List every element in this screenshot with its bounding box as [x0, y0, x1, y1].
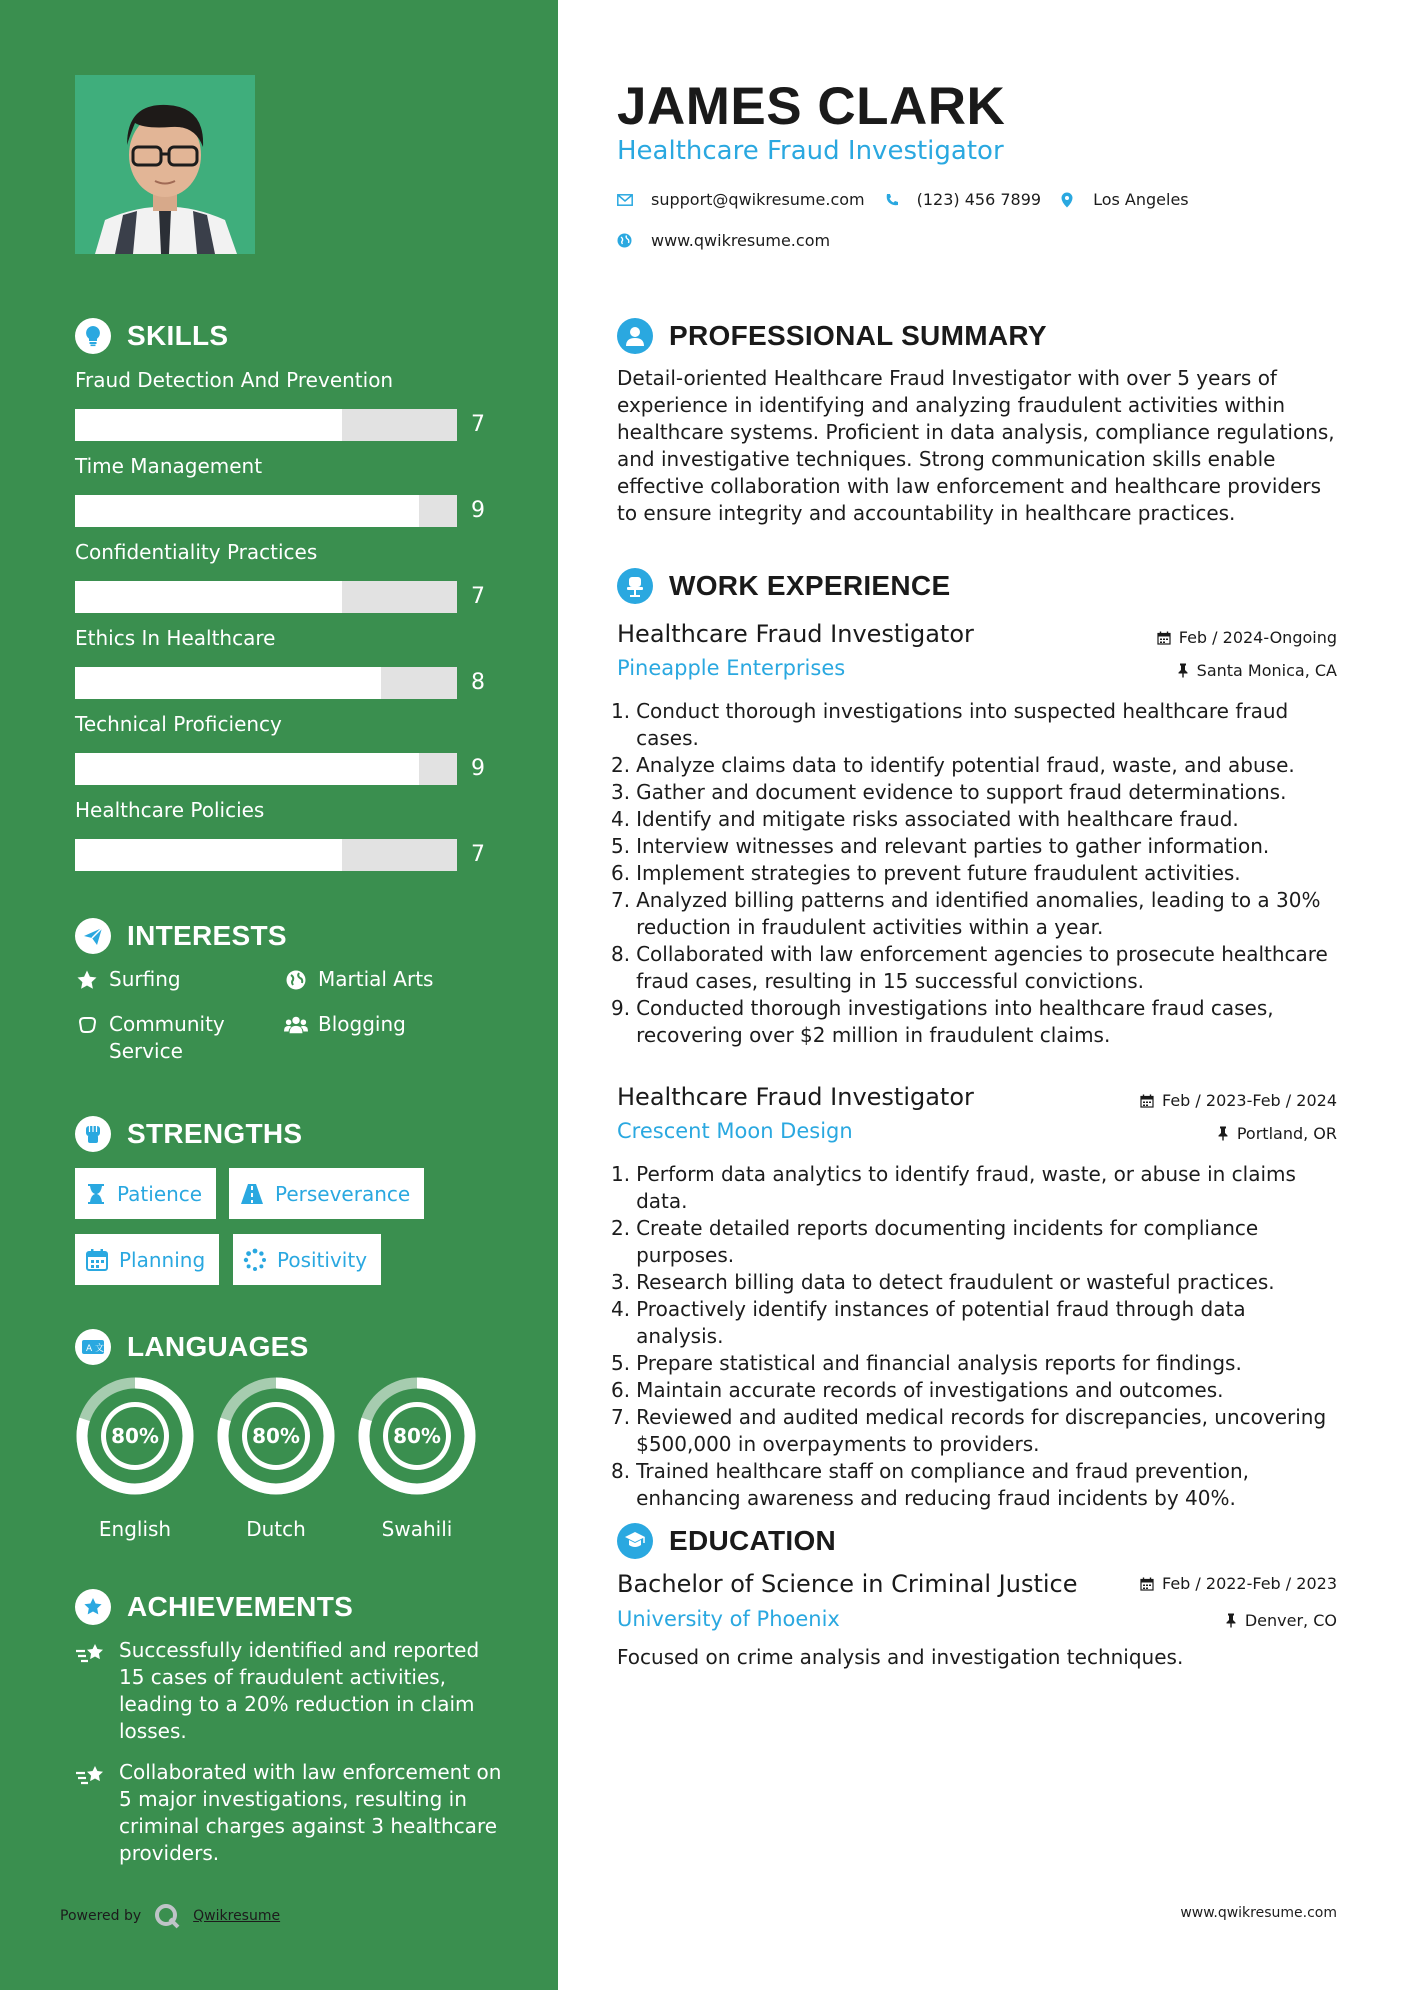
skill-bar-fill [75, 839, 342, 871]
education-date: Feb / 2022-Feb / 2023 [1140, 1574, 1337, 1593]
job-company: Pineapple Enterprises [617, 656, 846, 680]
duty-item: 3. Research billing data to detect fraudulent or wasteful practices. [611, 1270, 1275, 1294]
duty-item: 5. Interview witnesses and relevant parties to gather information. [611, 834, 1270, 858]
lightbulb-icon [75, 318, 111, 354]
calendar-icon [1140, 1094, 1154, 1108]
skill-name: Time Management [75, 454, 263, 478]
job-location: Portland, OR [1217, 1124, 1337, 1143]
shooting-star-icon [75, 1759, 109, 1867]
skill-bar [75, 409, 457, 441]
job-title: Healthcare Fraud Investigator [617, 1083, 974, 1111]
candidate-role: Healthcare Fraud Investigator [617, 136, 1004, 166]
language-item [356, 1375, 478, 1541]
duty-item: 3. Gather and document evidence to support fraud determinations. [611, 780, 1287, 804]
language-name: Swahili [381, 1517, 453, 1541]
contact-row [617, 190, 1209, 209]
contact-location: Los Angeles [1061, 190, 1189, 209]
pushpin-icon [1225, 1613, 1237, 1628]
interests-heading: INTERESTS [75, 918, 287, 954]
duty-item: 4. Identify and mitigate risks associated with healthcare fraud. [611, 807, 1239, 831]
skill-item [75, 539, 495, 609]
experience-heading: WORK EXPERIENCE [617, 568, 950, 604]
duty-item: 9. Conducted thorough investigations into healthcare fraud cases, recovering over $2 million in fraudulent claims. [611, 996, 1274, 1047]
star-icon [75, 966, 99, 993]
skill-name: Healthcare Policies [75, 798, 265, 822]
paper-plane-icon [75, 918, 111, 954]
road-icon [239, 1183, 265, 1205]
achievement-item: Collaborated with law enforcement on 5 major investigations, resulting in criminal charges against 3 healthcare providers. [75, 1759, 505, 1867]
achievement-item: Successfully identified and reported 15 cases of fraudulent activities, leading to a 20% reduction in claim losses. [75, 1637, 505, 1745]
skill-bar [75, 581, 457, 613]
languages-heading: A 文 LANGUAGES [75, 1329, 309, 1365]
skill-value: 9 [471, 756, 485, 781]
strength-badge: Planning [75, 1234, 219, 1285]
skill-name: Ethics In Healthcare [75, 626, 276, 650]
achievements-heading: ACHIEVEMENTS [75, 1589, 353, 1625]
globe-icon [284, 966, 308, 993]
contact-email[interactable]: support@qwikresume.com [617, 190, 865, 209]
summary-heading: PROFESSIONAL SUMMARY [617, 318, 1047, 354]
duty-item: 2. Create detailed reports documenting incidents for compliance purposes. [611, 1216, 1259, 1267]
skill-item [75, 797, 495, 867]
svg-text:A: A [86, 1344, 93, 1354]
envelope-icon [617, 194, 633, 206]
skill-bar-fill [75, 409, 342, 441]
duty-item: 7. Analyzed billing patterns and identified anomalies, leading to a 30% reduction in fraudulent activities within a year. [611, 888, 1321, 939]
contact-website[interactable]: www.qwikresume.com [617, 231, 830, 250]
language-gauge [356, 1375, 478, 1497]
graduate-icon [617, 1523, 653, 1559]
language-name: English [98, 1517, 172, 1541]
language-percent: 80% [393, 1424, 441, 1448]
education-location: Denver, CO [1225, 1611, 1337, 1630]
skill-bar [75, 839, 457, 871]
qwikresume-logo-icon [153, 1902, 181, 1930]
duty-item: 6. Implement strategies to prevent future fraudulent activities. [611, 861, 1241, 885]
calendar-icon [1140, 1577, 1154, 1591]
skill-name: Technical Proficiency [75, 712, 282, 736]
education-school: University of Phoenix [617, 1607, 840, 1631]
language-percent: 80% [111, 1424, 159, 1448]
contact-phone[interactable]: (123) 456 7899 [885, 190, 1041, 209]
skill-bar [75, 667, 457, 699]
skill-item [75, 711, 495, 781]
skill-value: 7 [471, 412, 485, 437]
education-degree: Bachelor of Science in Criminal Justice [617, 1570, 1078, 1598]
svg-text:文: 文 [95, 1344, 105, 1354]
duty-item: 1. Perform data analytics to identify fraud, waste, or abuse in claims data. [611, 1162, 1296, 1213]
footer-website[interactable]: www.qwikresume.com [1180, 1905, 1337, 1921]
translate-icon [75, 1329, 111, 1365]
pushpin-icon [1217, 1126, 1229, 1141]
language-item [74, 1375, 196, 1541]
skill-item [75, 367, 495, 437]
skill-bar [75, 495, 457, 527]
skill-bar-fill [75, 495, 419, 527]
strengths-heading: STRENGTHS [75, 1116, 302, 1152]
globe-icon [617, 233, 632, 248]
job-company: Crescent Moon Design [617, 1119, 853, 1143]
qwikresume-link[interactable]: Qwikresume [193, 1908, 281, 1924]
education-heading: EDUCATION [617, 1523, 836, 1559]
duty-item: 1. Conduct thorough investigations into suspected healthcare fraud cases. [611, 699, 1289, 750]
duty-item: 6. Maintain accurate records of investigations and outcomes. [611, 1378, 1224, 1402]
duty-item: 5. Prepare statistical and financial analysis reports for findings. [611, 1351, 1242, 1375]
duty-item: 2. Analyze claims data to identify potential fraud, waste, and abuse. [611, 753, 1295, 777]
language-percent: 80% [252, 1424, 300, 1448]
strength-badge: Positivity [233, 1234, 381, 1285]
candidate-name: JAMES CLARK [617, 77, 1006, 136]
language-gauge [215, 1375, 337, 1497]
interest-item: Surfing [75, 966, 181, 993]
profile-photo [75, 75, 255, 254]
hand-icon [75, 1011, 99, 1038]
skill-bar-fill [75, 667, 381, 699]
briefcase-chair-icon [617, 568, 653, 604]
job-duties [611, 698, 1337, 1049]
duty-item: 4. Proactively identify instances of potential fraud through data analysis. [611, 1297, 1246, 1348]
star-badge-icon [75, 1589, 111, 1625]
skill-name: Confidentiality Practices [75, 540, 318, 564]
interest-item: Community Service [75, 1011, 275, 1065]
calendar-icon [1157, 631, 1171, 645]
education-description: Focused on crime analysis and investigation techniques. [617, 1645, 1184, 1669]
pushpin-icon [1177, 663, 1189, 678]
skill-name: Fraud Detection And Prevention [75, 368, 394, 392]
skill-item [75, 625, 495, 695]
skill-item [75, 453, 495, 523]
duty-item: 8. Collaborated with law enforcement agencies to prosecute healthcare fraud cases, resulting in 15 successful convictions. [611, 942, 1328, 993]
skill-value: 7 [471, 842, 485, 867]
language-gauge [74, 1375, 196, 1497]
shooting-star-icon [75, 1637, 109, 1745]
users-icon [284, 1011, 308, 1038]
phone-icon [885, 193, 899, 207]
skill-value: 7 [471, 584, 485, 609]
strength-badge: Patience [75, 1168, 216, 1219]
calendar-icon [85, 1248, 109, 1272]
interest-item: Blogging [284, 1011, 406, 1038]
sidebar [0, 0, 558, 1990]
job-date: Feb / 2024-Ongoing [1157, 628, 1337, 647]
interest-item: Martial Arts [284, 966, 433, 993]
duty-item: 7. Reviewed and audited medical records for discrepancies, uncovering $500,000 in overpayments to providers. [611, 1405, 1327, 1456]
language-name: Dutch [246, 1517, 306, 1541]
strength-badge: Perseverance [229, 1168, 424, 1219]
fist-icon [75, 1116, 111, 1152]
job-title: Healthcare Fraud Investigator [617, 620, 974, 648]
spinner-icon [243, 1248, 267, 1272]
job-location: Santa Monica, CA [1177, 661, 1337, 680]
language-item [215, 1375, 337, 1541]
skill-bar [75, 753, 457, 785]
skill-bar-fill [75, 581, 342, 613]
powered-by: Powered by Qwikresume [60, 1902, 280, 1930]
skill-value: 8 [471, 670, 485, 695]
user-icon [617, 318, 653, 354]
job-date: Feb / 2023-Feb / 2024 [1140, 1091, 1337, 1110]
skill-bar-fill [75, 753, 419, 785]
hourglass-icon [85, 1182, 107, 1206]
map-pin-icon [1061, 192, 1073, 208]
skills-heading: SKILLS [75, 318, 228, 354]
summary-text: Detail-oriented Healthcare Fraud Investigator with over 5 years of experience in identifying and analyzing fraudulent activities within healthcare systems. Proficient in data analysis, compliance regulations, and investigative techniques. Strong communication skills enable effective collaboration with law enforcement and healthcare providers to ensure integrity and accountability in healthcare practices. [617, 366, 1335, 525]
duty-item: 8. Trained healthcare staff on compliance and fraud prevention, enhancing awareness and reducing fraud incidents by 40%. [611, 1459, 1249, 1510]
skill-value: 9 [471, 498, 485, 523]
job-duties [611, 1161, 1337, 1512]
